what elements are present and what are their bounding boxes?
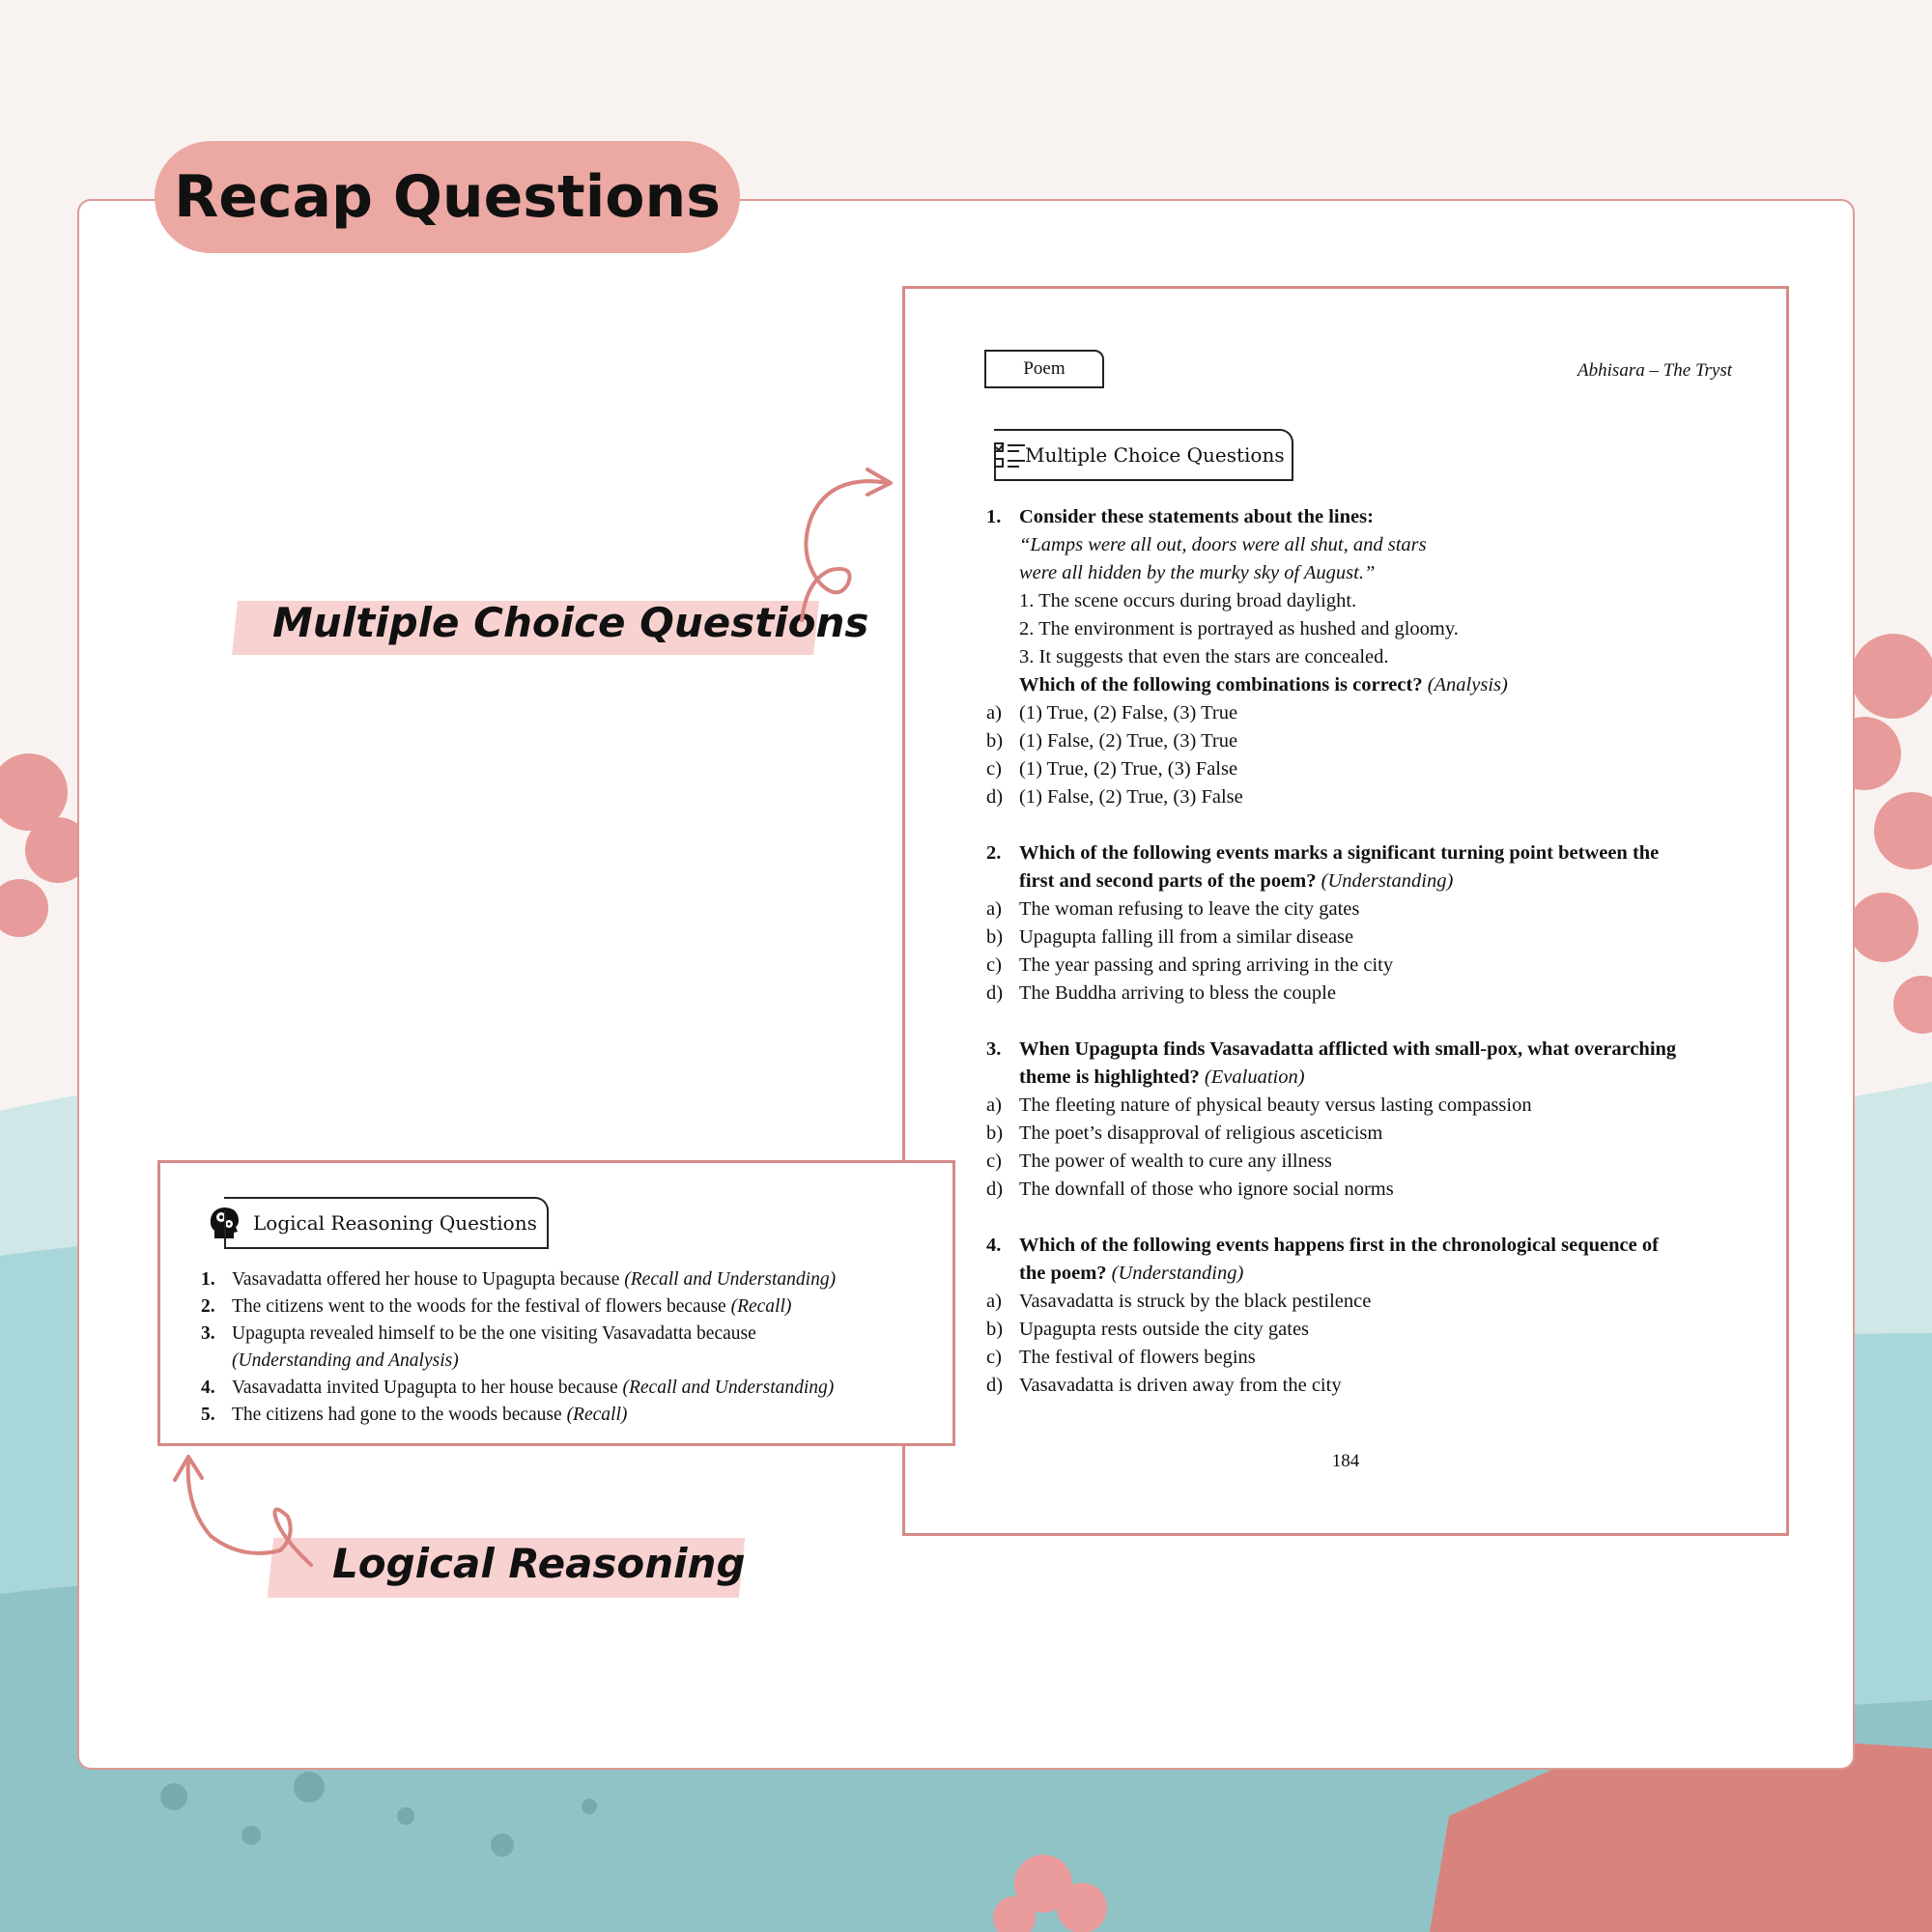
- question-number: 2.: [986, 842, 1002, 864]
- option-text: The Buddha arriving to bless the couple: [1019, 982, 1336, 1004]
- question-stem: When Upagupta finds Vasavadatta afflicted with small-pox, what overarching: [1019, 1038, 1677, 1060]
- option-text: The year passing and spring arriving in the city: [1019, 954, 1394, 976]
- option-letter: b): [986, 730, 1004, 752]
- question-stem: Consider these statements about the lines:: [1019, 506, 1374, 527]
- option-letter: a): [986, 898, 1002, 920]
- question-stem: first and second parts of the poem?: [1019, 870, 1317, 892]
- lr-callout-label: Logical Reasoning: [332, 1540, 746, 1587]
- item-text: The citizens had gone to the woods because: [232, 1405, 562, 1425]
- option-letter: d): [986, 1375, 1004, 1396]
- question-2: [986, 839, 1740, 1008]
- item-number: 1.: [201, 1269, 215, 1290]
- option-letter: b): [986, 926, 1004, 948]
- option: [986, 980, 1740, 1008]
- question-level-tag: (Understanding): [1321, 870, 1454, 892]
- option: [986, 952, 1740, 980]
- option: [986, 923, 1740, 952]
- option: [986, 1372, 1740, 1400]
- mcq-section-header: [994, 429, 1293, 481]
- option: [986, 755, 1740, 783]
- option: [986, 1316, 1740, 1344]
- option-letter: d): [986, 982, 1004, 1004]
- mcq-callout-label: Multiple Choice Questions: [272, 599, 869, 646]
- option: [986, 727, 1740, 755]
- poem-quote-line: “Lamps were all out, doors were all shut, and stars: [1019, 534, 1427, 555]
- option-text: The fleeting nature of physical beauty versus lasting compassion: [1019, 1094, 1532, 1116]
- item-text: Upagupta revealed himself to be the one visiting Vasavadatta because: [232, 1323, 756, 1344]
- question-number: 3.: [986, 1038, 1002, 1060]
- question-stem: Which of the following events marks a significant turning point between the: [1019, 842, 1660, 864]
- list-item: [201, 1402, 935, 1429]
- list-item: [201, 1266, 935, 1293]
- statement: 2. The environment is portrayed as hushed and gloomy.: [1019, 618, 1459, 639]
- option: [986, 1176, 1740, 1204]
- question-number: 4.: [986, 1235, 1002, 1256]
- question-prompt: Which of the following combinations is correct?: [1019, 674, 1423, 696]
- option-letter: a): [986, 1291, 1002, 1312]
- list-item: [201, 1293, 935, 1321]
- option: [986, 1288, 1740, 1316]
- question-1: [986, 503, 1740, 811]
- option-letter: c): [986, 954, 1002, 976]
- question-stem: Which of the following events happens first in the chronological sequence of: [1019, 1235, 1659, 1256]
- option-text: Vasavadatta is struck by the black pestilence: [1019, 1291, 1372, 1312]
- option-text: The downfall of those who ignore social norms: [1019, 1179, 1394, 1200]
- option-text: The poet’s disapproval of religious asceticism: [1019, 1122, 1383, 1144]
- option: [986, 699, 1740, 727]
- item-level-tag: (Recall and Understanding): [624, 1269, 837, 1290]
- option-letter: c): [986, 1347, 1002, 1368]
- tab-edge: [224, 1210, 226, 1249]
- item-number: 3.: [201, 1323, 215, 1344]
- list-item: [201, 1375, 935, 1402]
- question-list: [986, 503, 1740, 1428]
- textbook-page: [902, 286, 1789, 1536]
- option-text: The power of wealth to cure any illness: [1019, 1151, 1332, 1172]
- item-text: The citizens went to the woods for the festival of flowers because: [232, 1296, 726, 1317]
- running-head: Abhisara – The Tryst: [1577, 360, 1732, 381]
- question-stem: theme is highlighted?: [1019, 1066, 1200, 1088]
- item-text: Vasavadatta invited Upagupta to her house because: [232, 1378, 618, 1398]
- option-letter: b): [986, 1122, 1004, 1144]
- option: [986, 1120, 1740, 1148]
- question-level-tag: (Evaluation): [1204, 1066, 1305, 1088]
- question-level-tag: (Analysis): [1427, 674, 1508, 696]
- option-text: Upagupta rests outside the city gates: [1019, 1319, 1310, 1340]
- option-text: Vasavadatta is driven away from the city: [1019, 1375, 1342, 1396]
- item-text: Vasavadatta offered her house to Upagupta because: [232, 1269, 620, 1290]
- item-number: 4.: [201, 1378, 215, 1398]
- tab-edge: [994, 450, 996, 481]
- statement: 1. The scene occurs during broad daylight.: [1019, 590, 1357, 611]
- option-letter: d): [986, 1179, 1004, 1200]
- option-letter: c): [986, 758, 1002, 780]
- item-level-tag: (Recall and Understanding): [622, 1378, 835, 1398]
- page-title: Recap Questions: [155, 141, 740, 253]
- question-level-tag: (Understanding): [1111, 1263, 1244, 1284]
- list-item: [201, 1321, 935, 1375]
- question-4: [986, 1232, 1740, 1400]
- option-text: The woman refusing to leave the city gates: [1019, 898, 1360, 920]
- option-text: (1) True, (2) True, (3) False: [1019, 758, 1238, 780]
- mcq-section-title: Multiple Choice Questions: [1025, 443, 1285, 467]
- option: [986, 1344, 1740, 1372]
- statement: 3. It suggests that even the stars are concealed.: [1019, 646, 1389, 668]
- question-stem: the poem?: [1019, 1263, 1107, 1284]
- page-number: 184: [1331, 1451, 1360, 1471]
- poem-quote-line: were all hidden by the murky sky of August.”: [1019, 562, 1376, 583]
- question-number: 1.: [986, 506, 1002, 527]
- option-text: The festival of flowers begins: [1019, 1347, 1256, 1368]
- item-level-tag: (Recall): [566, 1405, 628, 1425]
- option: [986, 1092, 1740, 1120]
- item-level-tag: (Recall): [730, 1296, 792, 1317]
- option-text: (1) False, (2) True, (3) True: [1019, 730, 1238, 752]
- option-text: (1) False, (2) True, (3) False: [1019, 786, 1243, 808]
- option-text: (1) True, (2) False, (3) True: [1019, 702, 1238, 724]
- option-letter: d): [986, 786, 1004, 808]
- option-letter: b): [986, 1319, 1004, 1340]
- lr-section-header: [224, 1197, 549, 1249]
- lr-question-list: [201, 1266, 935, 1429]
- item-level-tag: (Understanding and Analysis): [232, 1350, 459, 1371]
- logical-reasoning-box: [157, 1160, 955, 1446]
- item-number: 5.: [201, 1405, 215, 1425]
- question-3: [986, 1036, 1740, 1204]
- lr-section-title: Logical Reasoning Questions: [253, 1211, 537, 1235]
- option-text: Upagupta falling ill from a similar disease: [1019, 926, 1354, 948]
- option: [986, 895, 1740, 923]
- option-letter: a): [986, 1094, 1002, 1116]
- item-number: 2.: [201, 1296, 215, 1317]
- option-letter: c): [986, 1151, 1002, 1172]
- option-letter: a): [986, 702, 1002, 724]
- poem-tag: Poem: [984, 350, 1104, 388]
- option: [986, 783, 1740, 811]
- option: [986, 1148, 1740, 1176]
